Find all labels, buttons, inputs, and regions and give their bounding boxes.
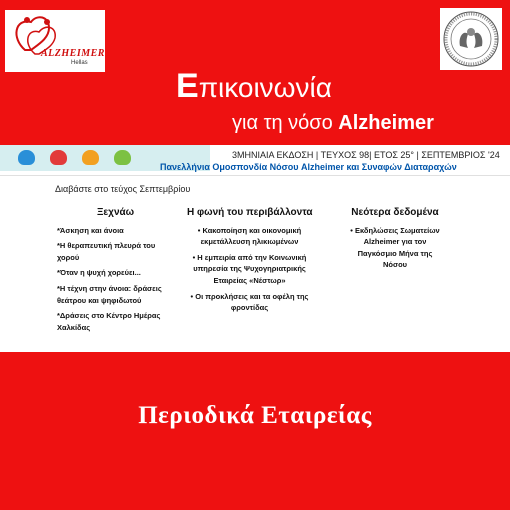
column-heading: Η φωνή του περιβάλλοντα [187, 207, 313, 218]
column-forget [57, 207, 177, 337]
subtitle-bold: Alzheimer [338, 112, 434, 134]
magazine-subtitle [232, 112, 434, 135]
brain-icon-red [50, 150, 67, 165]
list-item: • Η εμπειρία από την Κοινωνική υπηρεσία της Ψυχογηριατρικής Εταιρείας «Νέστωρ» [192, 252, 307, 285]
logo-sub: Hellas [71, 60, 88, 66]
read-in-issue-label: Διαβάστε στο τεύχος Σεπτεμβρίου [55, 184, 191, 194]
list-item: *Η τέχνη στην άνοια: δράσεις θεάτρου και ψηφιδωτού [57, 283, 162, 305]
list-item: *Άσκηση και άνοια [57, 225, 124, 235]
column-heading: Ξεχνάω [97, 207, 135, 218]
title-rest: πικοινωνία [198, 72, 332, 103]
subtitle-prefix: για τη νόσο [232, 112, 339, 134]
footer-title[interactable]: Περιοδικά Εταιρείας [138, 402, 372, 429]
magazine-title [176, 67, 332, 105]
list-item: *Δράσεις στο Κέντρο Ημέρας Χαλκίδας [57, 311, 161, 332]
list-item: *Η θεραπευτική πλευρά του χορού [57, 241, 156, 262]
brain-icon-blue [18, 150, 35, 165]
list-item: • Κακοποίηση και οικονομική εκμετάλλευση ηλικιωμένων [197, 225, 302, 247]
list-item: • Οι προκλήσεις και τα οφέλη της φροντίδας [190, 291, 309, 313]
column-heading: Νεότερα δεδομένα [351, 207, 439, 218]
title-initial: Ε [176, 67, 199, 105]
column-new-data [345, 207, 445, 275]
brain-icon-green [114, 150, 131, 165]
heart-figures-icon [5, 10, 105, 72]
list-item: • Εκδηλώσεις Σωματείων Alzheimer για τον Παγκόσμιο Μήνα της Νόσου [350, 225, 440, 270]
footer-banner [0, 352, 510, 510]
logo-word: ALZHEIMER [41, 48, 105, 59]
seal-icon [440, 8, 502, 70]
brain-icon-orange [82, 150, 99, 165]
federation-seal-logo[interactable] [440, 8, 502, 70]
alzheimer-hellas-logo[interactable] [5, 10, 105, 72]
issue-info: 3ΜΗΝΙΑΙΑ ΕΚΔΟΣΗ | ΤΕΥΧΟΣ 98| ΕΤΟΣ 25° | ΣΕΠΤΕΜΒΡΙΟΣ '24 [232, 150, 500, 160]
federation-name: Πανελλήνια Ομοσπονδία Νόσου Alzheimer και Συναφών Διαταραχών [160, 162, 457, 172]
column-caregiver-voice [187, 207, 312, 318]
list-item: *Όταν η ψυχή χορεύει... [57, 268, 141, 278]
